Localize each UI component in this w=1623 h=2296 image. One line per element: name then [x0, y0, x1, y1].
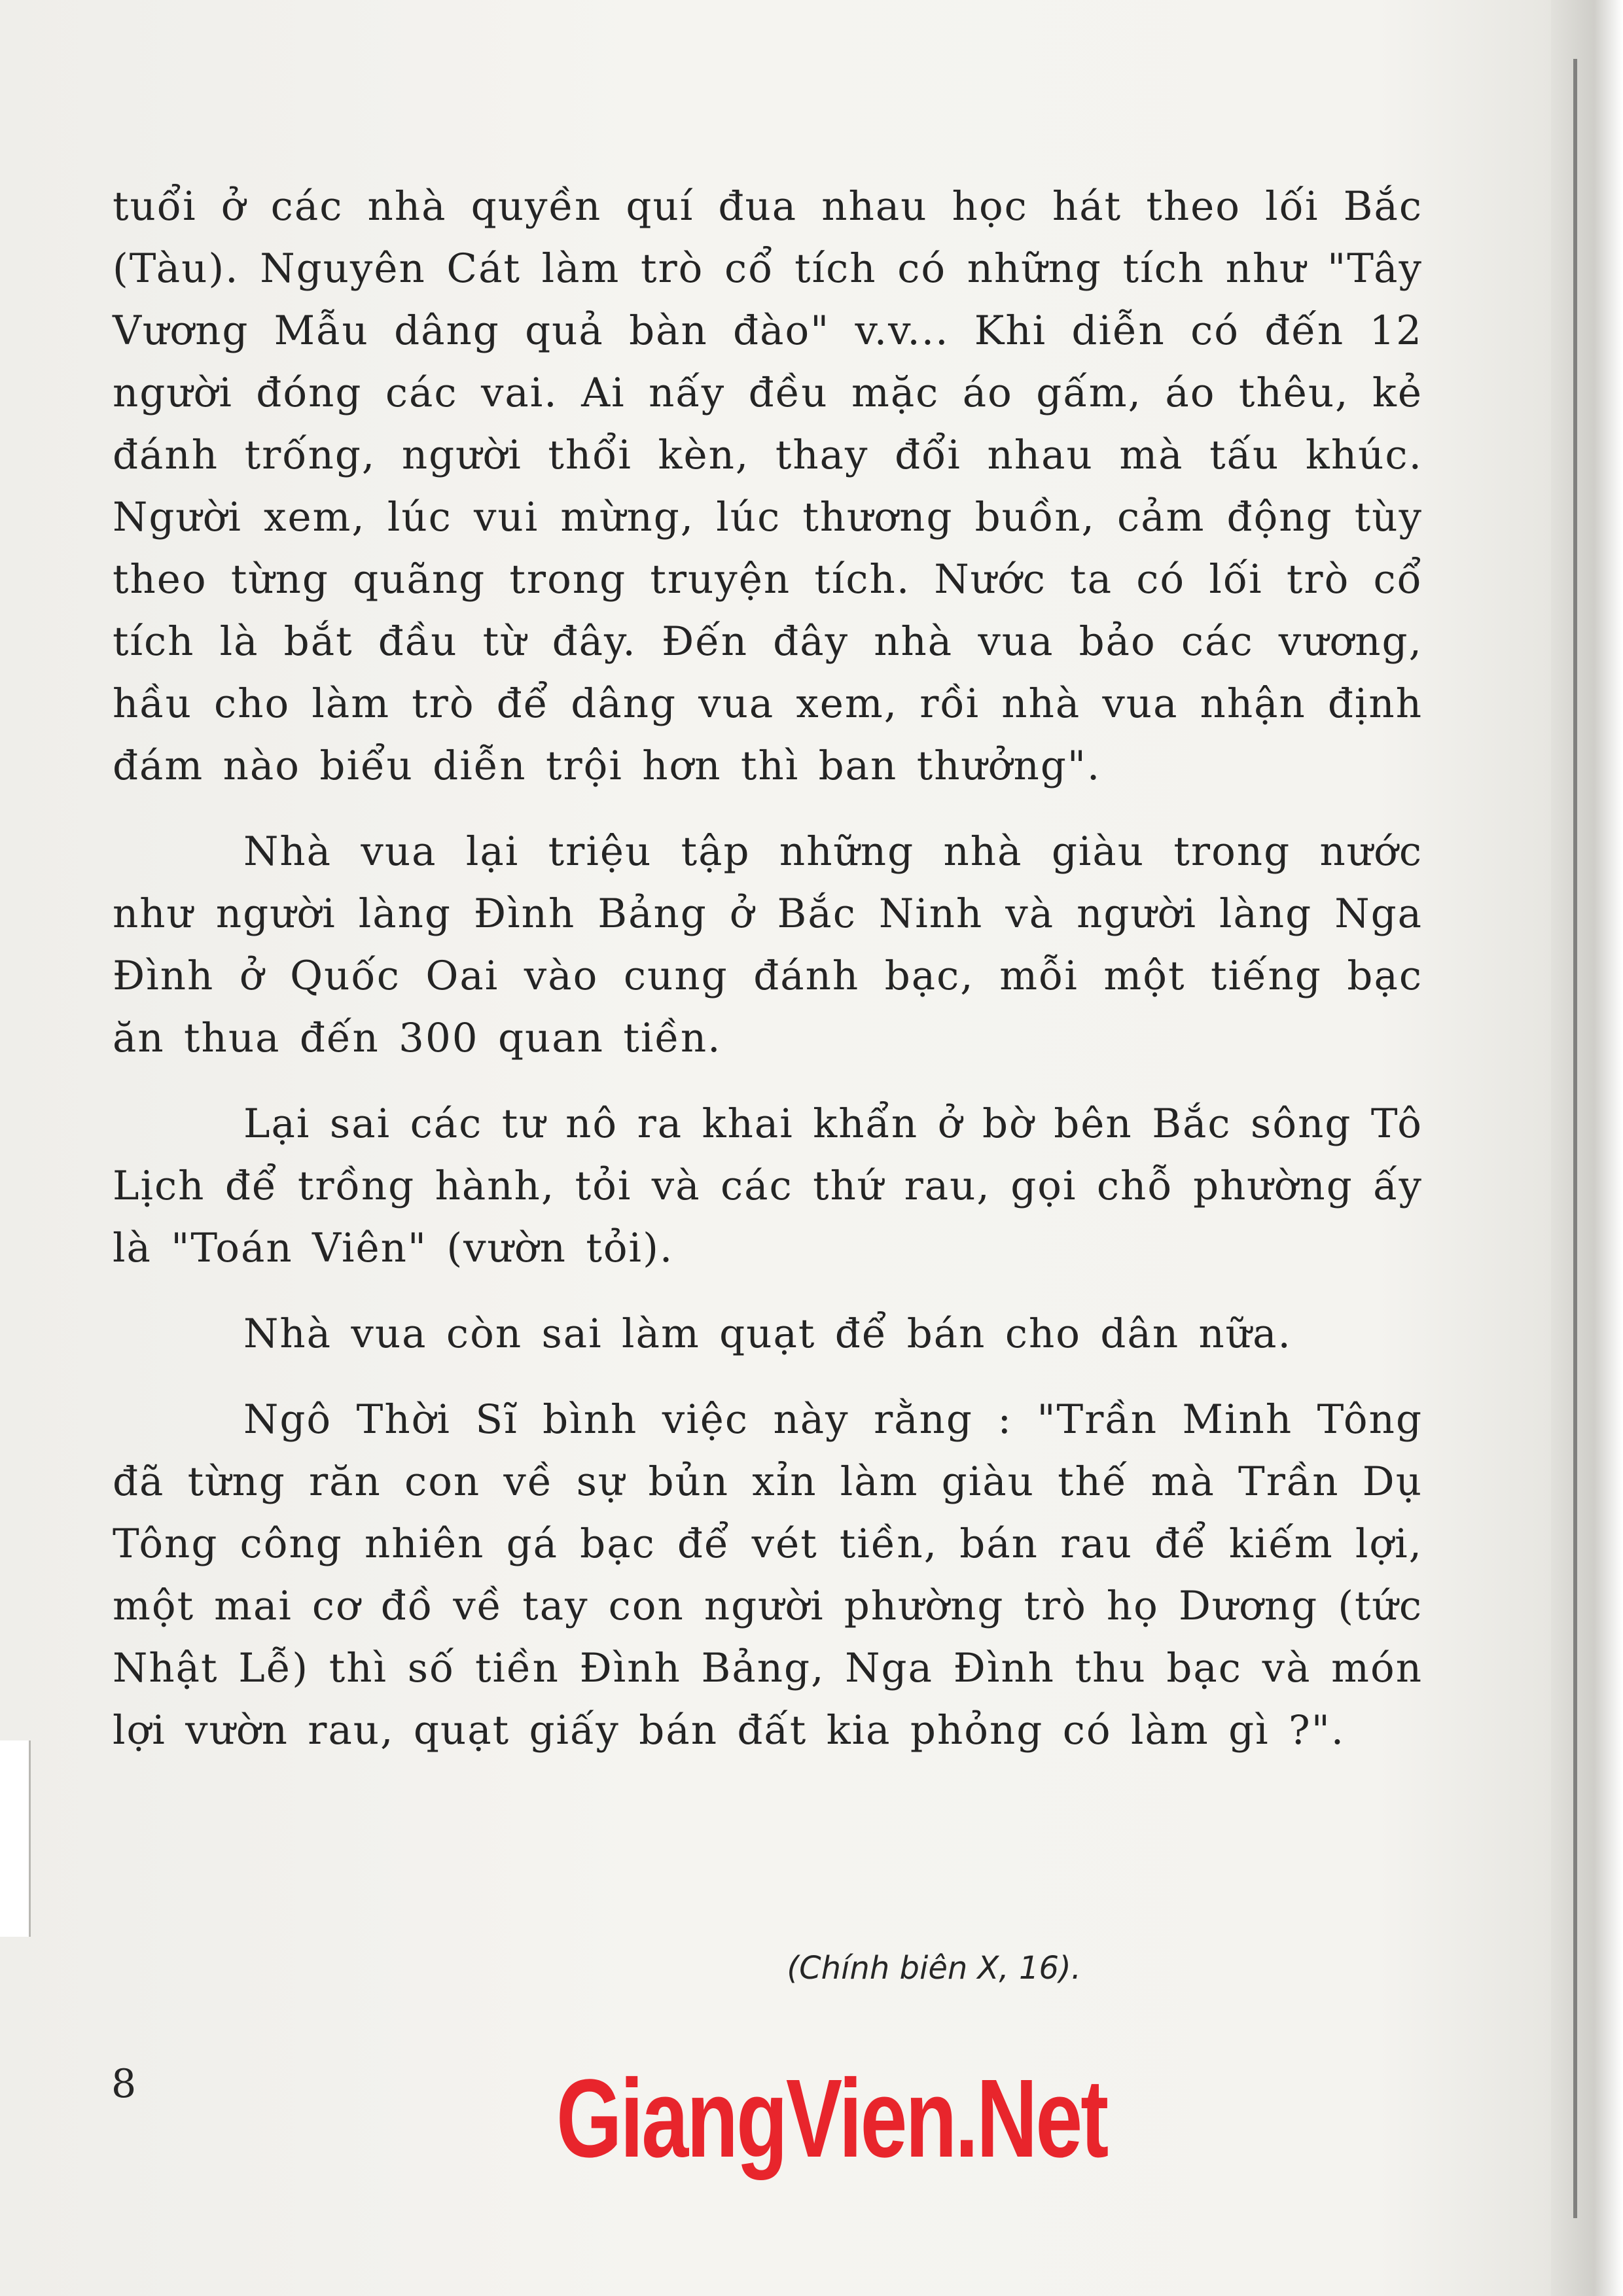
paragraph-5: Ngô Thời Sĩ bình việc này rằng : "Trần Minh Tông đã từng răn con về sự bủn xỉn làm giàu thế mà Trần Dụ Tông công nhiên gá bạc để vét tiền, bán rau để kiếm lợi, một mai cơ đồ về tay con người phường trò họ Dương (tức Nhật Lễ) thì số tiền Đình Bảng, Nga Đình thu bạc và món lợi vườn rau, quạt giấy bán đất kia phỏng có làm gì ?".: [113, 1396, 1423, 1754]
paragraph-4: Nhà vua còn sai làm quạt để bán cho dân nữa.: [243, 1311, 1292, 1357]
paragraph-3: Lại sai các tư nô ra khai khẩn ở bờ bên Bắc sông Tô Lịch để trồng hành, tỏi và các thứ rau, gọi chỗ phường ấy là "Toán Viên" (vườn tỏi).: [113, 1101, 1423, 1271]
body-text: [113, 175, 1423, 1785]
watermark-text: GiangVien.Net: [556, 2057, 1107, 2181]
page-number: 8: [111, 2061, 137, 2107]
page-right-edge: [1551, 0, 1623, 2296]
paragraph-2: Nhà vua lại triệu tập những nhà giàu trong nước như người làng Đình Bảng ở Bắc Ninh và người làng Nga Đình ở Quốc Oai vào cung đánh bạc, mỗi một tiếng bạc ăn thua đến 300 quan tiền.: [113, 828, 1423, 1061]
left-edge-notch: [0, 1740, 31, 1937]
binding-shadow-line: [1573, 59, 1577, 2218]
source-citation: (Chính biên X, 16).: [787, 1950, 1081, 1987]
paragraph-1: tuổi ở các nhà quyền quí đua nhau học hát theo lối Bắc (Tàu). Nguyên Cát làm trò cổ tích có những tích như "Tây Vương Mẫu dâng quả bàn đào" v.v... Khi diễn có đến 12 người đóng các vai. Ai nấy đều mặc áo gấm, áo thêu, kẻ đánh trống, người thổi kèn, thay đổi nhau mà tấu khúc. Người xem, lúc vui mừng, lúc thương buồn, cảm động tùy theo từng quãng trong truyện tích. Nước ta có lối trò cổ tích là bắt đầu từ đây. Đến đây nhà vua bảo các vương, hầu cho làm trò để dâng vua xem, rồi nhà vua nhận định đám nào biểu diễn trội hơn thì ban thưởng".: [113, 183, 1423, 789]
